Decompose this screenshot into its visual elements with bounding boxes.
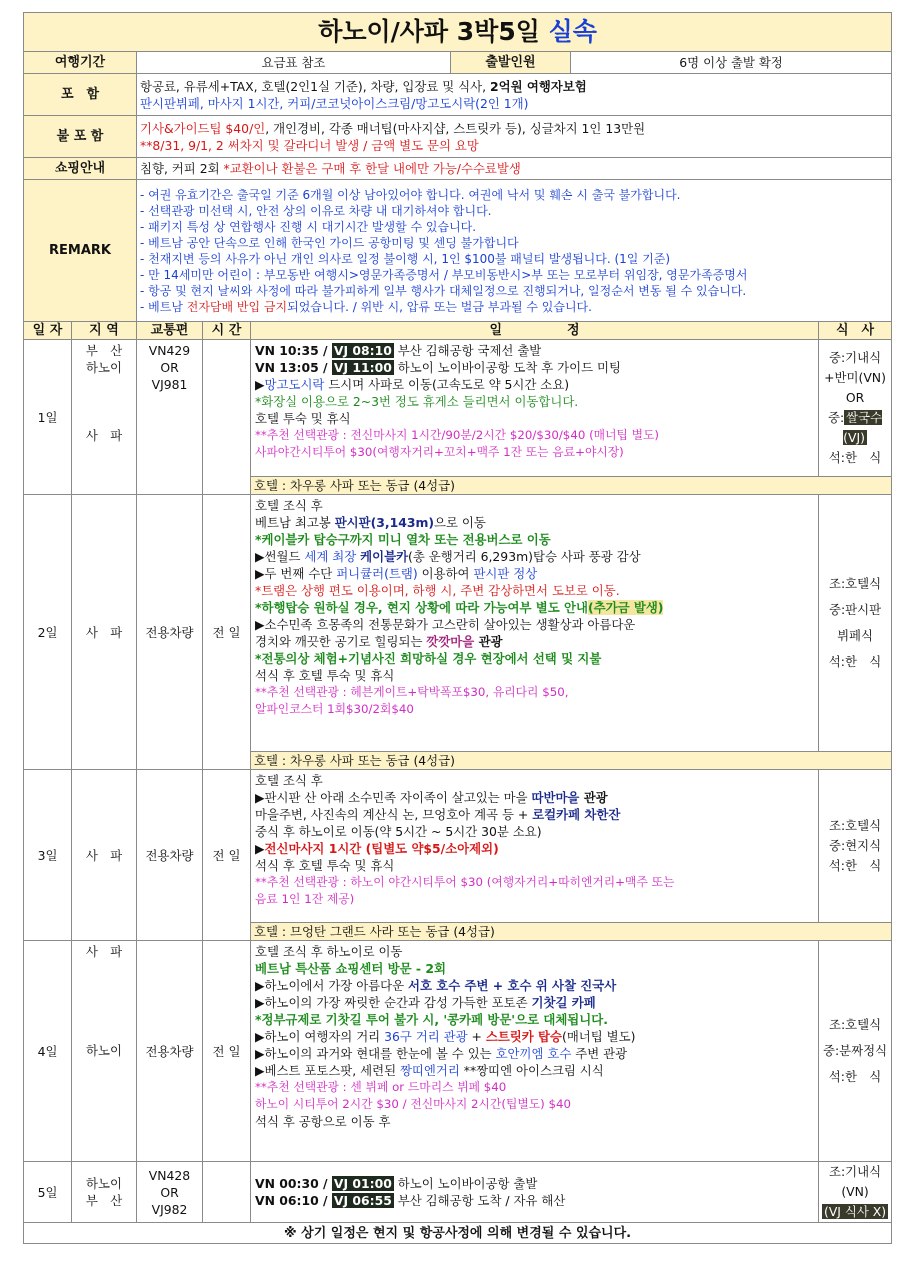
depart-label: 출발인원 — [451, 52, 571, 74]
day1-l3-b: 망고도시락 — [264, 377, 325, 392]
day2-meal — [819, 495, 892, 752]
itinerary-sheet — [23, 12, 891, 1244]
day5-region — [72, 1162, 137, 1223]
day5-meal-b: (VJ 식사 X) — [823, 1204, 887, 1219]
day2-l6: *트램은 상행 편도 이용이며, 하행 시, 주변 감상하면서 도보로 이동. — [255, 583, 620, 598]
remark-line: - 만 14세미만 어린이 : 부모동반 여행시>영문가족증명서 / 부모비동반시>부 또는 모로부터 위임장, 영문가족증명서 — [140, 267, 748, 282]
remark-line: - 천재지변 등의 사유가 아닌 개인 의사로 일정 불이행 시, 1인 $100불 패널티 발생됩니다. (1일 기준) — [140, 251, 671, 266]
day3-meal-c: 석:한 식 — [828, 858, 882, 873]
day1-l3-c: 드시며 사파로 이동(고속도로 약 5시간 소요) — [324, 377, 570, 392]
day5-flight2-text: 부산 김해공항 도착 / 자유 해산 — [393, 1193, 566, 1208]
day2-l2-b: 판시판(3,143m) — [334, 515, 435, 530]
remark-last-c: 되었습니다. / 위반 시, 압류 또는 벌금 부과될 수 있습니다. — [287, 299, 592, 314]
include-value — [137, 74, 892, 116]
day1-region — [72, 340, 137, 495]
day1-transport-c: VJ981 — [151, 377, 188, 392]
day4-l6-e: (매너팁 별도) — [561, 1029, 636, 1044]
day2-row — [24, 495, 892, 752]
day5-schedule — [251, 1162, 819, 1223]
day1-flight2-vn: VN 13:05 / — [255, 360, 332, 375]
day1-meal-b: +반미(VN) — [824, 370, 886, 385]
period-label: 여행기간 — [24, 52, 137, 74]
day3-meal — [819, 770, 892, 923]
day1-l7: 사파야간시티투어 $30(여행자거리+꼬치+맥주 1잔 또는 음료+야시장) — [255, 445, 624, 459]
day2-l5-d: 판시판 정상 — [473, 566, 538, 581]
day3-schedule — [251, 770, 819, 923]
day5-flight1-vj: VJ 01:00 — [333, 1176, 392, 1191]
day4-meal-c: 석:한 식 — [828, 1069, 882, 1084]
day4-region — [72, 941, 137, 1162]
day3-l6: 석식 후 호텔 투숙 및 휴식 — [255, 858, 395, 873]
day2-meal-a: 조:호텔식 — [829, 576, 882, 591]
day3-region: 사 파 — [72, 770, 137, 941]
period-row — [24, 52, 892, 74]
day4-l3-b: 서호 호수 주변 + 호수 위 사찰 진국사 — [408, 978, 617, 993]
title-accent: 실속 — [548, 17, 597, 46]
day2-l10: *전통의상 체험+기념사진 희망하실 경우 현장에서 선택 및 지불 — [255, 651, 602, 666]
day4-l7-b: 호안끼엠 호수 — [495, 1046, 572, 1061]
include-text-2: 판시판뷔페, 마사지 1시간, 커피/코코넛아이스크림/망고도시락(2인 1개) — [140, 95, 529, 111]
day3-hotel: 호텔 : 므엉탄 그랜드 사라 또는 동급 (4성급) — [251, 923, 892, 941]
remark-line: - 항공 및 현지 날씨와 사정에 따라 불가피하게 일부 행사가 대체일정으로 진행되거나, 일정순서 변동 될 수 있습니다. — [140, 283, 747, 298]
header-meal: 식 사 — [819, 322, 892, 340]
day3-l5-b: 전신마사지 1시간 (팁별도 약$5/소아제외) — [264, 841, 499, 856]
day5-transport-b: OR — [160, 1184, 179, 1200]
page-title — [24, 13, 892, 52]
day2-time: 전 일 — [203, 495, 251, 770]
column-header-row — [24, 322, 892, 340]
day3-label: 3일 — [24, 770, 72, 941]
day3-meal-a: 조:호텔식 — [829, 818, 882, 833]
shopping-text-a: 침향, 커피 2회 — [140, 161, 224, 176]
day4-meal-a: 조:호텔식 — [829, 1017, 882, 1032]
day4-l1: 호텔 조식 후 하노이로 이동 — [255, 944, 403, 959]
title-row — [24, 13, 892, 52]
footer-row — [24, 1223, 892, 1244]
day2-schedule — [251, 495, 819, 752]
footer-note: ※ 상기 일정은 현지 및 항공사정에 의해 변경될 수 있습니다. — [24, 1223, 892, 1244]
remark-label: REMARK — [24, 180, 137, 322]
day5-row — [24, 1162, 892, 1223]
day1-meal-d-b: 쌀국수(VJ) — [843, 410, 883, 445]
day2-l13: 알파인코스터 1회$30/2회$40 — [255, 702, 414, 716]
day3-l4: 중식 후 하노이로 이동(약 5시간 ~ 5시간 30분 소요) — [255, 824, 542, 839]
day1-flight1-vn: VN 10:35 / — [255, 343, 332, 358]
header-schedule: 일 정 — [251, 322, 819, 340]
day3-l2-c: 관광 — [579, 790, 608, 805]
depart-value: 6명 이상 출발 확정 — [571, 52, 892, 74]
title-main: 하노이/사파 3박5일 — [318, 17, 540, 46]
remark-line: - 선택관광 미선택 시, 안전 상의 이유로 차량 내 대기하셔야 합니다. — [140, 203, 492, 218]
day3-l2-b: 따반마을 — [531, 790, 580, 805]
remark-last-b: 전자담배 반입 금지 — [186, 299, 288, 314]
day4-l9: **추천 선택관광 : 센 뷔페 or 드마리스 뷔페 $40 — [255, 1080, 507, 1094]
day4-time: 전 일 — [203, 941, 251, 1162]
exclude-value — [137, 116, 892, 158]
day4-l7-a: ▶하노이의 과거와 현대를 한눈에 볼 수 있는 — [255, 1046, 496, 1061]
remark-line: - 여권 유효기간은 출국일 기준 6개월 이상 남아있어야 합니다. 여권에 낙서 및 훼손 시 출국 불가합니다. — [140, 187, 681, 202]
day4-label: 4일 — [24, 941, 72, 1162]
day1-flight1-text: 부산 김해공항 국제선 출발 — [393, 343, 542, 358]
day2-l9-b: 깟깟마을 — [426, 634, 475, 649]
day5-transport-c: VJ982 — [151, 1201, 188, 1217]
remark-last-a: - 베트남 — [140, 299, 187, 314]
day5-meal — [819, 1162, 892, 1223]
day2-l4-b: 세계 최장 — [304, 549, 361, 564]
day2-meal-c: 뷔페식 — [837, 628, 873, 643]
header-day: 일 자 — [24, 322, 72, 340]
remark-line: - 패키지 특성 상 연합행사 진행 시 대기시간 발생할 수 있습니다. — [140, 219, 477, 234]
day1-flight2-vj: VJ 11:00 — [333, 360, 392, 375]
day2-l9-c: 관광 — [474, 634, 503, 649]
day4-meal-b: 중:분짜정식 — [823, 1043, 888, 1058]
exclude-text-a: 기사&가이드팁 $40/인 — [140, 120, 266, 136]
day1-region-c: 사 파 — [85, 428, 123, 443]
include-text-a: 항공료, 유류세+TAX, 호텔(2인1실 기준), 차량, 입장료 및 식사, — [140, 78, 490, 94]
day5-transport-a: VN428 — [148, 1167, 191, 1183]
day5-flight1-vn: VN 00:30 / — [255, 1176, 332, 1191]
shopping-text-b: *교환이나 환불은 구매 후 한달 내에만 가능/수수료발생 — [223, 161, 521, 176]
day3-l1: 호텔 조식 후 — [255, 773, 323, 788]
day1-meal-c: OR — [845, 390, 865, 405]
day4-l8-b: 짱띠엔거리 — [399, 1063, 460, 1078]
day5-transport — [137, 1162, 203, 1223]
day2-l1: 호텔 조식 후 — [255, 498, 323, 513]
day1-transport-a: VN429 — [148, 343, 191, 358]
header-time: 시 간 — [203, 322, 251, 340]
day2-l5-a: ▶두 번째 수단 — [255, 566, 337, 581]
day5-label: 5일 — [24, 1162, 72, 1223]
day5-flight1-text: 하노이 노이바이공항 출발 — [393, 1176, 538, 1191]
day2-l2-a: 베트남 최고봉 — [255, 515, 335, 530]
itinerary-table — [23, 12, 892, 1244]
exclude-text-b: , 개인경비, 각종 매너팁(마사지샵, 스트릿카 등), 싱글차지 1인 13만원 — [265, 120, 646, 136]
day3-l8: 음료 1인 1잔 제공) — [255, 892, 355, 906]
include-text-b: 2억원 여행자보험 — [489, 78, 587, 94]
remark-value — [137, 180, 892, 322]
day4-l6-d: 스트릿카 탑승 — [485, 1029, 562, 1044]
include-row — [24, 74, 892, 116]
day5-region-a: 하노이 — [86, 1176, 122, 1191]
day2-meal-b: 중:판시판 — [829, 602, 882, 617]
day3-l5-a: ▶ — [255, 841, 265, 856]
day5-region-b: 부 산 — [85, 1193, 123, 1208]
day5-time — [203, 1162, 251, 1223]
day3-l2-a: ▶판시판 산 아래 소수민족 자이족이 살고있는 마을 — [255, 790, 532, 805]
day1-flight2-text: 하노이 노이바이공항 도착 후 가이드 미팅 — [393, 360, 621, 375]
include-label: 포 함 — [24, 74, 137, 116]
day4-l2: 베트남 특산품 쇼핑센터 방문 - 2회 — [255, 961, 446, 976]
day1-schedule — [251, 340, 819, 477]
day4-l8-a: ▶베스트 포토스팟, 세련된 — [255, 1063, 400, 1078]
day4-l4-b: 기찻길 카페 — [531, 995, 596, 1010]
day5-flight2-vj: VJ 06:55 — [333, 1193, 392, 1208]
header-region: 지 역 — [72, 322, 137, 340]
day4-l3-a: ▶하노이에서 가장 아름다운 — [255, 978, 409, 993]
day4-schedule — [251, 941, 819, 1162]
day2-l9-a: 경치와 깨끗한 공기로 힐링되는 — [255, 634, 427, 649]
day2-l7-a: *하행탑승 원하실 경우, 현지 상황에 따라 가능여부 별도 안내 — [255, 600, 588, 615]
remark-line: - 베트남 공안 단속으로 인해 한국인 가이드 공항미팅 및 센딩 불가합니다 — [140, 235, 519, 250]
day4-l11: 석식 후 공항으로 이동 후 — [255, 1114, 391, 1129]
remark-row — [24, 180, 892, 322]
day2-l5-b: 퍼니큘러(트램) — [336, 566, 418, 581]
day2-label: 2일 — [24, 495, 72, 770]
day3-transport: 전용차량 — [137, 770, 203, 941]
day1-flight1-vj: VJ 08:10 — [333, 343, 392, 358]
day2-l11: 석식 후 호텔 투숙 및 휴식 — [255, 668, 395, 683]
day2-l2-c: 으로 이동 — [434, 515, 486, 530]
day4-region-a: 사 파 — [85, 944, 123, 959]
exclude-row — [24, 116, 892, 158]
day1-l6: **추천 선택관광 : 전신마사지 1시간/90분/2시간 $20/$30/$40 (매너팁 별도) — [255, 428, 660, 442]
exclude-text-2: **8/31, 9/1, 2 써차지 및 갈라디너 발생 / 금액 별도 문의 요망 — [140, 137, 479, 153]
day3-l3-b: 로컬카페 차한잔 — [532, 807, 621, 822]
exclude-label: 불 포 함 — [24, 116, 137, 158]
day1-l4: *화장실 이용으로 2~3번 정도 휴게소 들리면서 이동합니다. — [255, 394, 579, 409]
day1-transport-b: OR — [160, 360, 179, 375]
day4-l8-c: **짱띠엔 아이스크림 시식 — [459, 1063, 604, 1078]
header-transport: 교통편 — [137, 322, 203, 340]
day2-meal-d: 석:한 식 — [828, 654, 882, 669]
day1-meal — [819, 340, 892, 477]
day4-l4-a: ▶하노이의 가장 짜릿한 순간과 감성 가득한 포토존 — [255, 995, 532, 1010]
day2-l4-a: ▶썬월드 — [255, 549, 305, 564]
day1-l3-a: ▶ — [255, 377, 265, 392]
day1-region-a: 부 산 — [85, 343, 123, 358]
day1-l5: 호텔 투숙 및 휴식 — [255, 411, 351, 426]
shopping-row — [24, 158, 892, 180]
day3-meal-b: 중:현지식 — [829, 838, 882, 853]
day4-l5: *정부규제로 기찻길 투어 불가 시, '콩카페 방문'으로 대체됩니다. — [255, 1012, 608, 1027]
day2-l4-c: 케이블카 — [360, 549, 409, 564]
day3-l3-a: 마을주변, 사진속의 계산식 논, 므엉호아 계곡 등 + — [255, 807, 533, 822]
day2-l5-c: 이용하여 — [417, 566, 474, 581]
day4-l7-c: 주변 관광 — [571, 1046, 628, 1061]
day4-l6-c: + — [467, 1029, 486, 1044]
day4-l10: 하노이 시티투어 2시간 $30 / 전신마사지 2시간(팁별도) $40 — [255, 1097, 571, 1111]
day1-hotel: 호텔 : 차우롱 사파 또는 동급 (4성급) — [251, 477, 892, 495]
shopping-value — [137, 158, 892, 180]
day1-time — [203, 340, 251, 495]
day1-row — [24, 340, 892, 477]
shopping-label: 쇼핑안내 — [24, 158, 137, 180]
day4-l6-a: ▶하노이 여행자의 거리 — [255, 1029, 385, 1044]
day2-l3: *케이블카 탑승구까지 미니 열차 또는 전용버스로 이동 — [255, 532, 551, 547]
day1-region-b: 하노이 — [86, 360, 122, 375]
day2-l7-b: (추가금 발생) — [587, 600, 664, 615]
day2-l4-d: (총 운행거리 6,293m)탑승 사파 풍광 감상 — [408, 549, 641, 564]
day4-meal — [819, 941, 892, 1162]
day1-transport — [137, 340, 203, 495]
day2-hotel: 호텔 : 차우롱 사파 또는 동급 (4성급) — [251, 752, 892, 770]
day3-l7: **추천 선택관광 : 하노이 야간시티투어 $30 (여행자거리+따히엔거리+맥주 또는 — [255, 875, 675, 889]
day1-label: 1일 — [24, 340, 72, 495]
day1-meal-e: 석:한 식 — [828, 450, 882, 465]
day5-meal-a: 조:기내식(VN) — [829, 1164, 882, 1199]
day2-l12: **추천 선택관광 : 헤븐게이트+탁박폭포$30, 유리다리 $50, — [255, 685, 569, 699]
day5-flight2-vn: VN 06:10 / — [255, 1193, 332, 1208]
day2-transport: 전용차량 — [137, 495, 203, 770]
day4-region-b: 하노이 — [86, 1043, 122, 1058]
period-value: 요금표 참조 — [137, 52, 451, 74]
day1-meal-a: 중:기내식 — [829, 350, 882, 365]
day2-region: 사 파 — [72, 495, 137, 770]
day4-transport: 전용차량 — [137, 941, 203, 1162]
day4-row — [24, 941, 892, 1162]
day2-l8: ▶소수민족 흐몽족의 전통문화가 고스란히 살아있는 생활상과 아름다운 — [255, 617, 636, 632]
day3-row — [24, 770, 892, 923]
day3-time: 전 일 — [203, 770, 251, 941]
day4-l6-b: 36구 거리 관광 — [384, 1029, 468, 1044]
day1-meal-d-a: 중: — [828, 410, 845, 425]
